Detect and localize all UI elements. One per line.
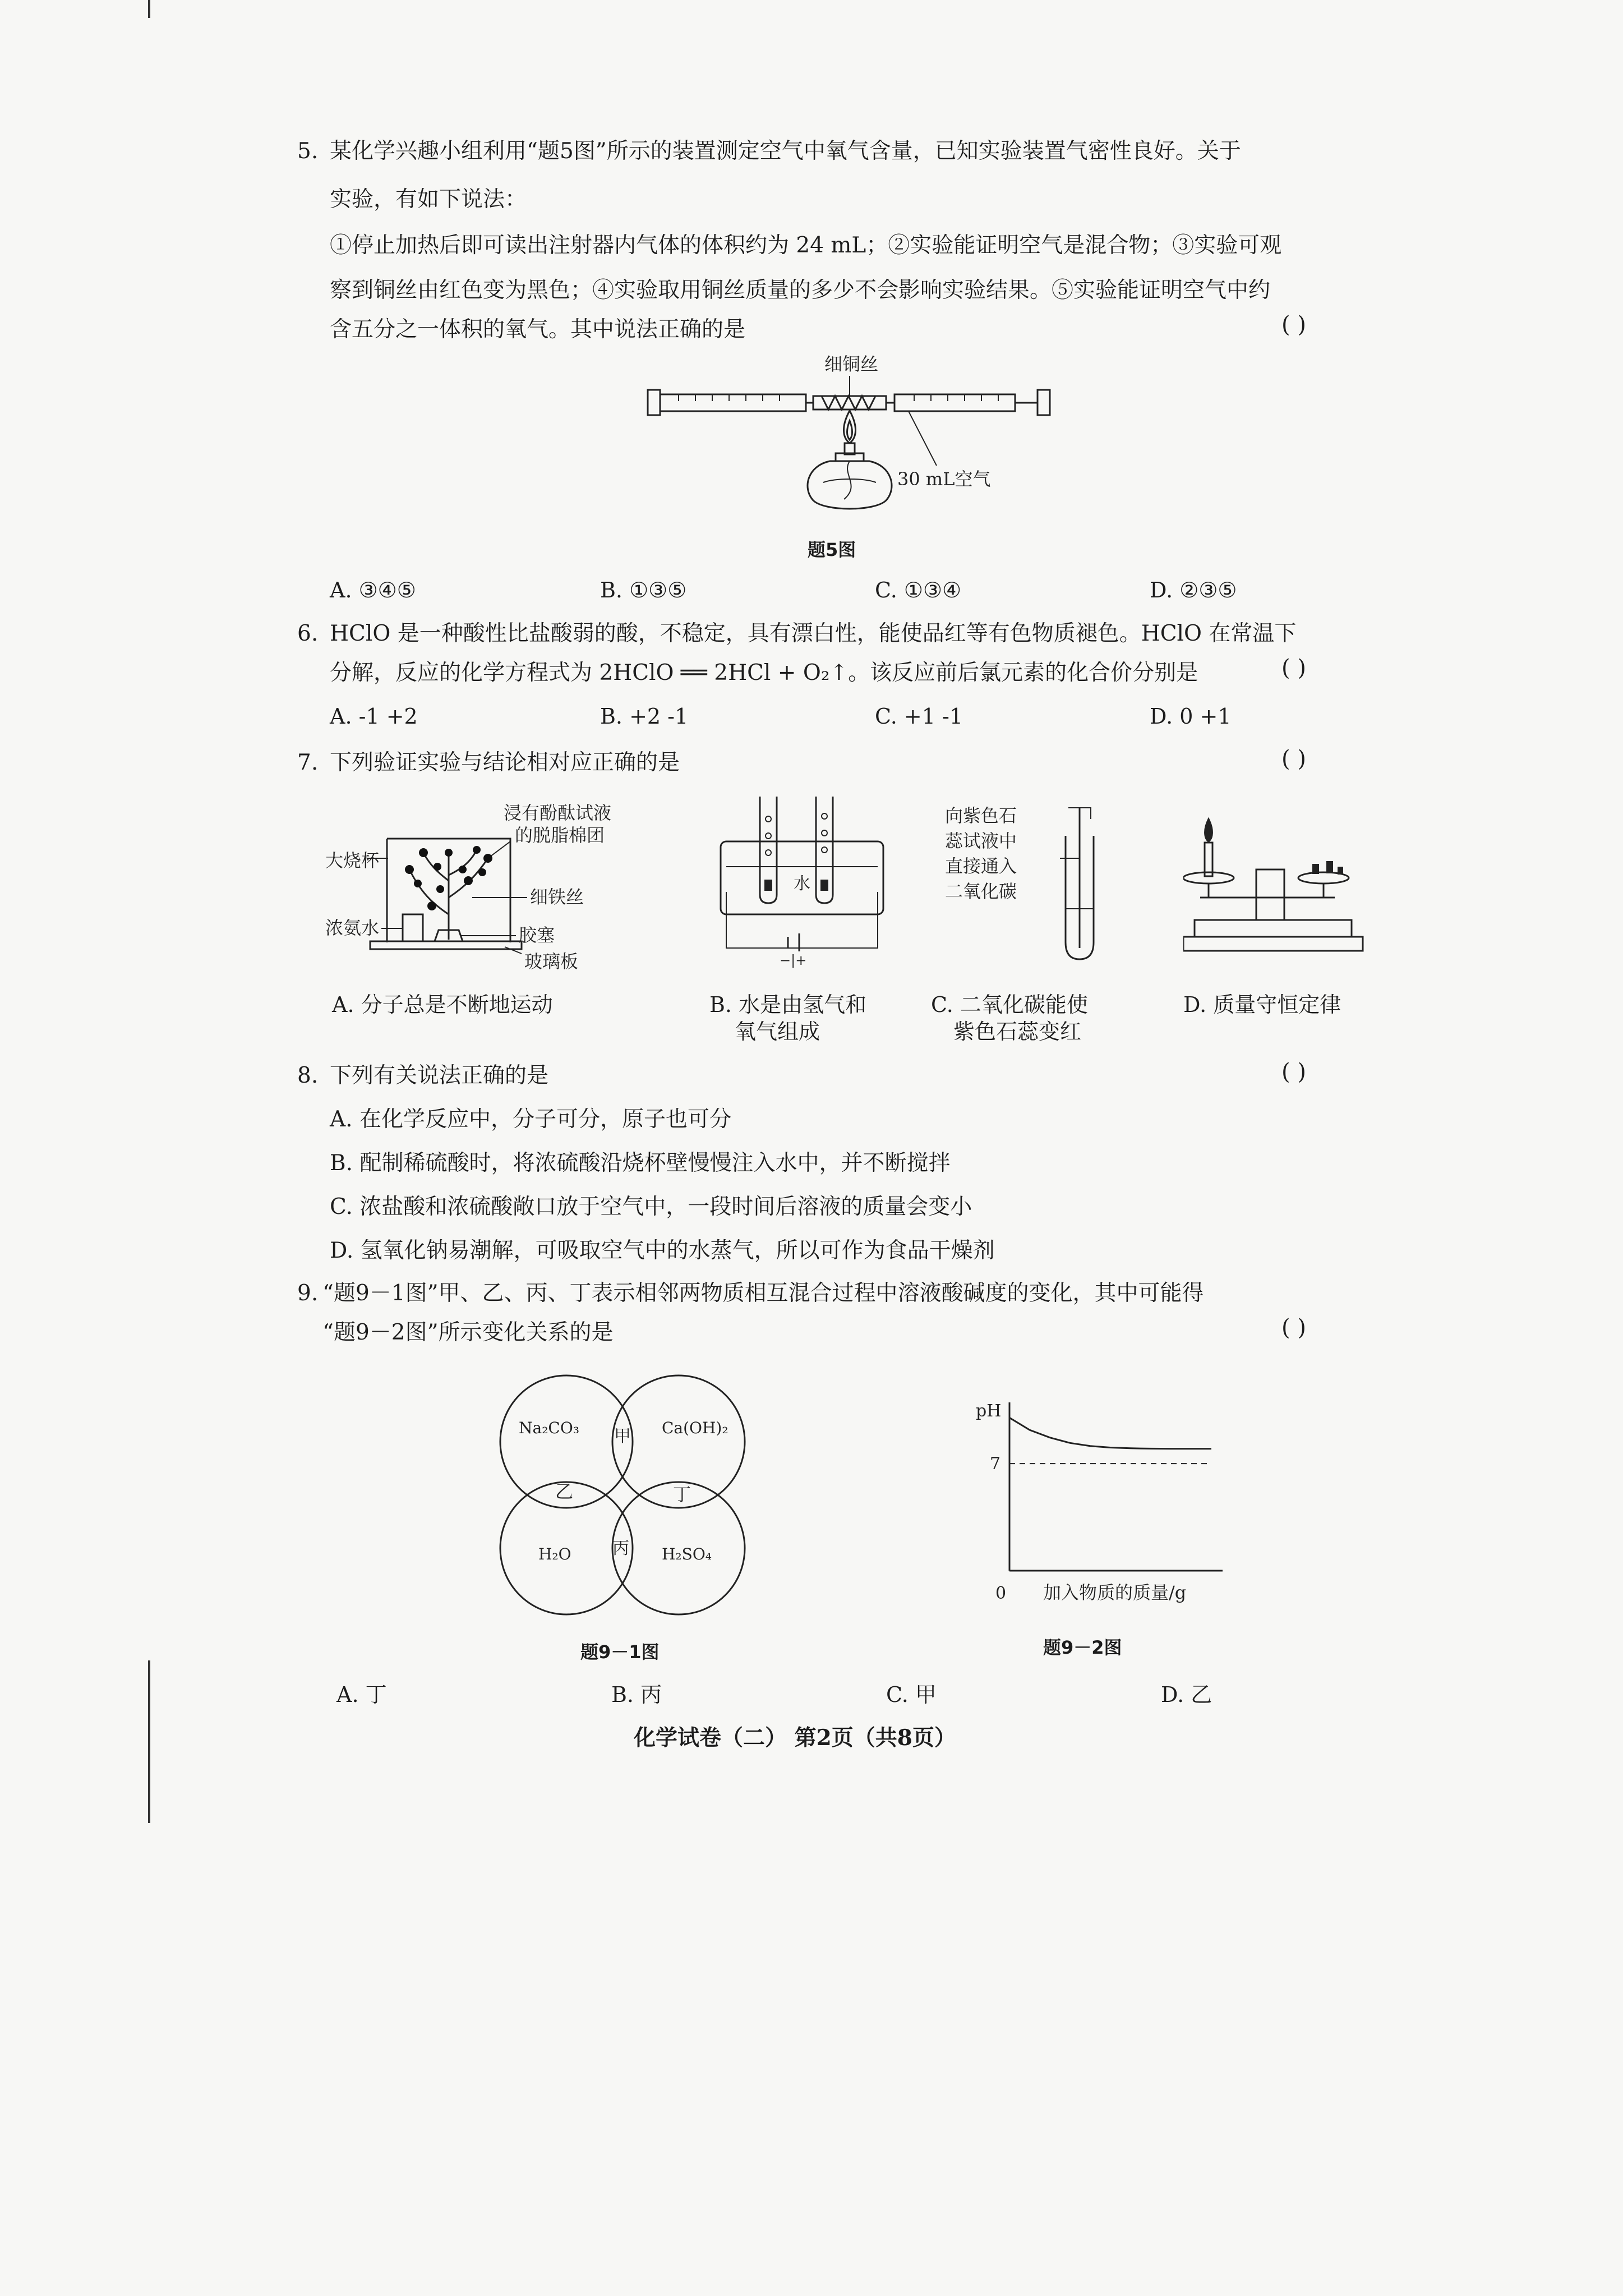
q7-line: 下列验证实验与结论相对应正确的是: [330, 750, 680, 775]
q8-number: 8.: [297, 1063, 319, 1088]
q8-answer-paren: ( ): [1281, 1059, 1306, 1085]
q8-option-c: C. 浓盐酸和浓硫酸敞口放于空气中，一段时间后溶液的质量会变小: [330, 1194, 972, 1220]
q9-number: 9.: [297, 1281, 319, 1306]
q5-option-c: C. ①③④: [875, 578, 962, 602]
q5-answer-paren: ( ): [1281, 312, 1306, 338]
venn-ding: 丁: [673, 1484, 691, 1505]
q9-venn-caption: 题9－1图: [580, 1641, 660, 1663]
q6-option-b: B. +2 -1: [600, 704, 689, 729]
label-c-4: 二氧化碳: [945, 881, 1017, 902]
q9-ph-chart: [965, 1391, 1279, 1616]
label-battery: −|+: [780, 953, 807, 968]
ammonia-beaker: [403, 914, 423, 941]
q7-option-c-2: 紫色石蕊变红: [953, 1019, 1082, 1044]
q6-option-d: D. 0 +1: [1150, 704, 1232, 729]
q7-option-d: D. 质量守恒定律: [1183, 992, 1341, 1017]
q9-option-b: B. 丙: [611, 1682, 662, 1707]
q8-option-a: A. 在化学反应中，分子可分，原子也可分: [330, 1107, 731, 1132]
q6-answer-paren: ( ): [1281, 655, 1306, 681]
q6-option-a: A. -1 +2: [330, 704, 418, 729]
glass-plate: [370, 941, 522, 949]
ph-curve: [1009, 1418, 1211, 1448]
q6-line-1: HClO 是一种酸性比盐酸弱的酸，不稳定，具有漂白性，能使品红等有色物质褪色。HClO 在常温下: [330, 621, 1297, 646]
q9-option-c: C. 甲: [886, 1682, 937, 1707]
q9-line-2: “题9－2图”所示变化关系的是: [322, 1320, 614, 1345]
wire-label: 细铜丝: [824, 353, 879, 375]
right-syringe: [886, 390, 1050, 415]
q5-apparatus-figure: [645, 348, 1060, 527]
q7-option-a: A. 分子总是不断地运动: [332, 992, 553, 1017]
scan-edge-mark: [148, 0, 150, 18]
label-c-1: 向紫色石: [945, 805, 1017, 826]
q9-answer-paren: ( ): [1281, 1315, 1306, 1341]
scan-edge-line: [148, 1660, 150, 1823]
label-phenolphthalein-1: 浸有酚酞试液: [504, 802, 612, 823]
q6-line-2: 分解，反应的化学方程式为 2HClO ══ 2HCl + O₂↑。该反应前后氯元素的化合价分别是: [330, 660, 1198, 685]
q7-figure-a: [325, 797, 639, 987]
label-ammonia: 浓氨水: [325, 917, 380, 938]
q5-option-d: D. ②③⑤: [1150, 578, 1237, 602]
origin-label: 0: [995, 1584, 1007, 1603]
alcohol-lamp: [808, 411, 892, 509]
venn-h2o: H₂O: [538, 1545, 571, 1563]
air-leader: [909, 411, 937, 466]
q7-figure-d: [1183, 808, 1368, 959]
q9-option-d: D. 乙: [1161, 1682, 1212, 1707]
label-phenolphthalein-2: 的脱脂棉团: [515, 825, 605, 846]
label-glass-plate: 玻璃板: [524, 951, 579, 972]
ph7-label: 7: [990, 1454, 1001, 1474]
q6-number: 6.: [297, 621, 319, 646]
venn-jia: 甲: [614, 1427, 631, 1446]
q7-option-b-2: 氧气组成: [735, 1019, 820, 1044]
page-footer: 化学试卷（二） 第2页（共8页）: [634, 1725, 956, 1751]
label-water: 水: [794, 874, 810, 894]
copper-wire-tube: [813, 396, 886, 409]
air-label: 30 mL空气: [897, 468, 991, 490]
q9-line-1: “题9－1图”甲、乙、丙、丁表示相邻两物质相互混合过程中溶液酸碱度的变化，其中可能得: [322, 1281, 1204, 1306]
q7-figure-c: [945, 797, 1113, 976]
venn-yi: 乙: [555, 1481, 574, 1502]
q8-option-d: D. 氢氧化钠易潮解，可吸取空气中的水蒸气，所以可作为食品干燥剂: [330, 1238, 995, 1263]
q7-figure-b: [709, 785, 895, 970]
q9-option-a: A. 丁: [336, 1682, 387, 1707]
x-axis-label: 加入物质的质量/g: [1043, 1582, 1187, 1603]
q9-venn-figure: [494, 1369, 768, 1627]
q5-line-2: 实验，有如下说法：: [330, 187, 527, 212]
q8-line: 下列有关说法正确的是: [330, 1063, 549, 1088]
venn-bing: 丙: [612, 1539, 629, 1558]
q7-option-b-1: B. 水是由氢气和: [709, 992, 867, 1017]
q7-option-c-1: C. 二氧化碳能使: [931, 992, 1088, 1017]
q5-option-a: A. ③④⑤: [330, 578, 416, 602]
q8-option-b: B. 配制稀硫酸时，将浓硫酸沿烧杯壁慢慢注入水中，并不断搅拌: [330, 1151, 951, 1176]
q5-line-1: 某化学兴趣小组利用“题5图”所示的装置测定空气中氧气含量，已知实验装置气密性良好。关于: [330, 139, 1241, 164]
venn-na2co3: Na₂CO₃: [519, 1419, 580, 1437]
q5-line-5: 含五分之一体积的氧气。其中说法正确的是: [330, 317, 746, 342]
label-c-2: 蕊试液中: [945, 830, 1017, 852]
venn-caoh2: Ca(OH)₂: [662, 1419, 728, 1437]
q5-line-4: 察到铜丝由红色变为黑色；④实验取用铜丝质量的多少不会影响实验结果。⑤实验能证明空气中约: [330, 278, 1271, 303]
label-stopper: 胶塞: [519, 924, 555, 946]
q6-option-c: C. +1 -1: [875, 704, 963, 729]
label-large-beaker: 大烧杯: [325, 850, 380, 871]
q5-number: 5.: [297, 139, 319, 164]
q5-line-3: ①停止加热后即可读出注射器内气体的体积约为 24 mL；②实验能证明空气是混合物；③实验可观: [330, 233, 1282, 258]
label-iron-wire: 细铁丝: [530, 886, 584, 908]
label-c-3: 直接通入: [945, 855, 1017, 877]
left-syringe: [648, 390, 813, 415]
q9-chart-caption: 题9－2图: [1043, 1637, 1122, 1658]
q5-figure-caption: 题5图: [808, 539, 856, 560]
q5-option-b: B. ①③⑤: [600, 578, 687, 602]
venn-h2so4: H₂SO₄: [662, 1545, 712, 1563]
y-axis-label: pH: [976, 1401, 1002, 1421]
q7-number: 7.: [297, 750, 319, 775]
q7-answer-paren: ( ): [1281, 746, 1306, 772]
